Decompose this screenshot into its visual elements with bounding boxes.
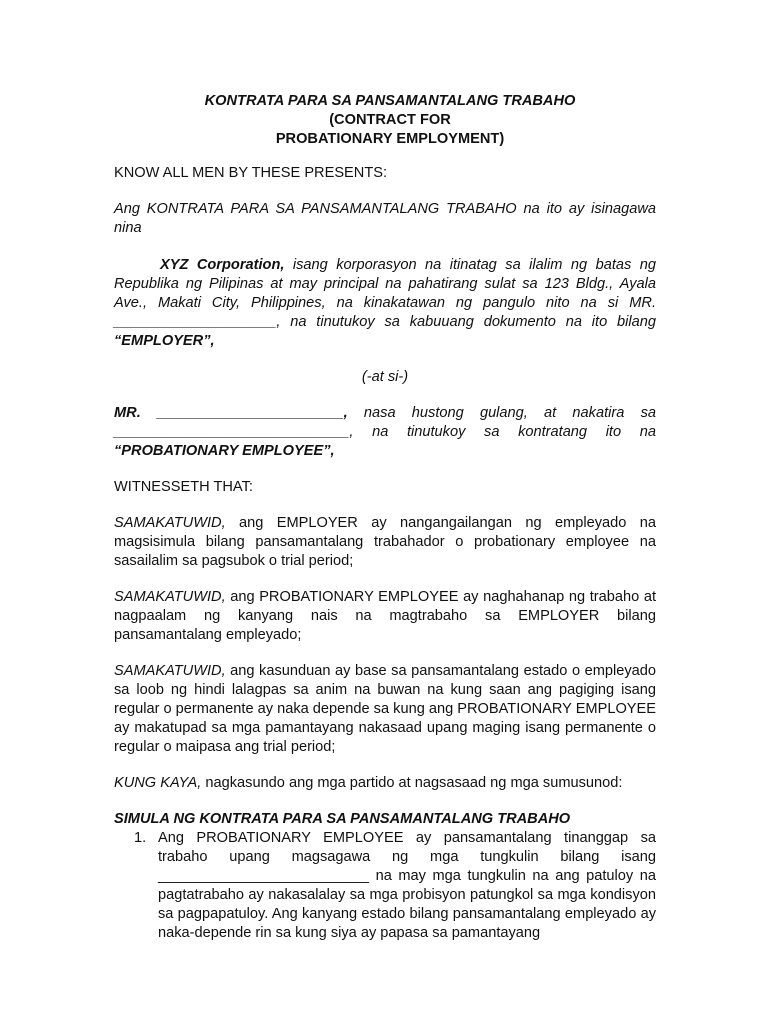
whereas-paragraph-3	[114, 662, 656, 757]
term-text: Ang PROBATIONARY EMPLOYEE ay pansamantalang tinanggap sa trabaho upang magsagawa ng mga tungkulin bilang isang __________________________ na may mga tungkulin na ang patuloy na pagtatrabaho ay nakasalalay sa mga probisyon patungkol sa mga kondisyon sa pagpapatuloy. Ang kanyang estado bilang pansamantalang empleyado ay naka-depende rin sa kung siya ay papasa sa pamantayang	[158, 830, 656, 941]
employee-paragraph	[114, 404, 656, 461]
whereas-lead: SAMAKATUWID,	[114, 515, 226, 531]
contract-page	[114, 92, 656, 943]
employer-label: “EMPLOYER”,	[114, 333, 215, 349]
kung-kaya-lead: KUNG KAYA,	[114, 775, 202, 791]
witnesseth-heading: WITNESSETH THAT:	[114, 479, 253, 495]
kung-kaya-text: nagkasundo ang mga partido at nagsasaad ng mga sumusunod:	[201, 775, 623, 791]
whereas-text: ang kasunduan ay base sa pansamantalang estado o empleyado sa loob ng hindi lalagpas sa anim na buwan na kung saan ang pagiging isang regular o permanente ay naka depende sa kung ang PROBATIONARY EMPLOYEE ay makatupad sa mga pamantayang nakasaad upang maging isang permanente o regular o maipasa ang trial period;	[114, 663, 656, 755]
employee-label: “PROBATIONARY EMPLOYEE”,	[114, 443, 335, 459]
kung-kaya-paragraph	[114, 774, 656, 793]
list-item	[114, 829, 656, 943]
employer-company-name: XYZ Corporation,	[160, 257, 285, 273]
title-line-1: KONTRATA PARA SA PANSAMANTALANG TRABAHO	[204, 93, 576, 109]
whereas-paragraph-2	[114, 588, 656, 645]
at-si-separator: (-at si-)	[361, 369, 409, 385]
employee-mr: MR.	[114, 405, 141, 421]
employee-name-blank: _______________________,	[140, 405, 348, 421]
title-line-3: PROBATIONARY EMPLOYMENT)	[275, 131, 505, 147]
whereas-paragraph-1	[114, 514, 656, 571]
whereas-text: ang EMPLOYER ay nangangailangan ng empleyado na magsisimula bilang pansamantalang trabahador o probationary employee na sasailalim sa pagsubok o trial period;	[114, 515, 656, 569]
employer-paragraph	[114, 256, 656, 351]
employer-description: isang korporasyon na itinatag sa ilalim ng batas ng Republika ng Pilipinas at may principal na pahatirang sulat sa 123 Bldg., Ayala Ave., Makati City, Philippines, na kinakatawan ng pangulo nito na si MR. ____________________, na tinutukoy sa kabuuang dokumento na ito bilang	[114, 257, 656, 330]
document-title	[114, 92, 656, 149]
whereas-lead: SAMAKATUWID,	[114, 663, 226, 679]
whereas-lead: SAMAKATUWID,	[114, 589, 226, 605]
section-heading: SIMULA NG KONTRATA PARA SA PANSAMANTALANG TRABAHO	[114, 811, 571, 827]
whereas-text: ang PROBATIONARY EMPLOYEE ay naghahanap ng trabaho at nagpaalam ng kanyang nais na magtrabaho sa EMPLOYER bilang pansamantalang empleyado;	[114, 589, 656, 643]
know-all-heading: KNOW ALL MEN BY THESE PRESENTS:	[114, 165, 388, 181]
intro-paragraph: Ang KONTRATA PARA SA PANSAMANTALANG TRABAHO na ito ay isinagawa nina	[114, 201, 656, 236]
title-line-2: (CONTRACT FOR	[329, 112, 451, 128]
terms-list	[114, 829, 656, 943]
employee-description: nasa hustong gulang, at nakatira sa _____________________________, na tinutukoy sa kontratang ito na	[114, 405, 656, 440]
term-number: 1.	[134, 830, 147, 846]
